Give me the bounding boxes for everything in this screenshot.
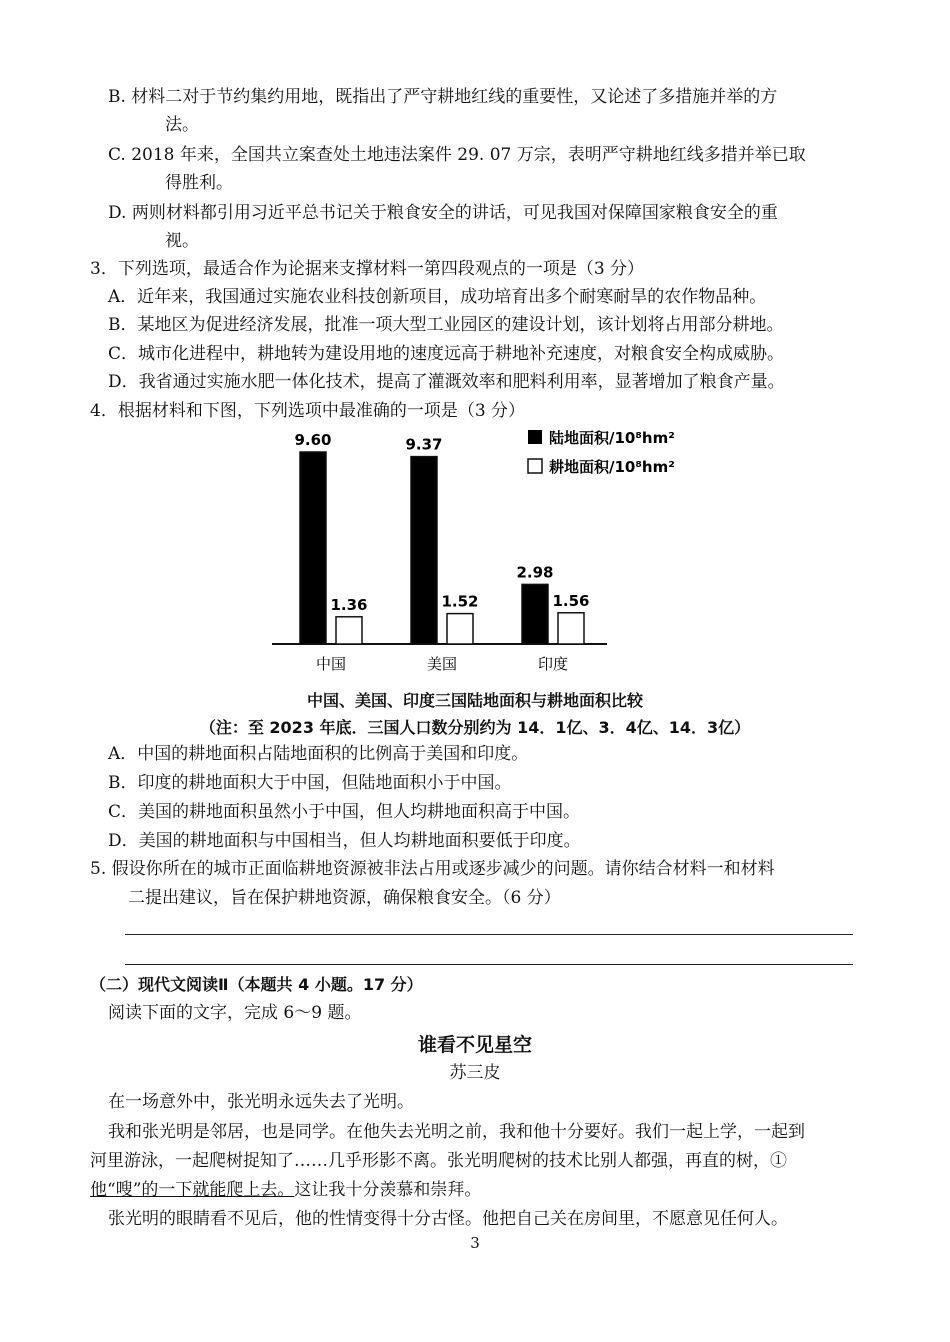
category-label-2: 印度 — [537, 655, 569, 673]
category-label-0: 中国 — [315, 655, 347, 673]
data-label-arable-1: 1.52 — [441, 592, 479, 611]
q3-option-c: C．城市化进程中，耕地转为建设用地的速度远高于耕地补充速度，对粮食安全构成威胁。 — [108, 344, 785, 364]
q5-stem: 5. 假设你所在的城市正面临耕地资源被非法占用或逐步减少的问题。请你结合材料一和材料 — [90, 859, 775, 879]
answer-line — [125, 964, 853, 965]
q4-option-d: D．美国的耕地面积与中国相当，但人均耕地面积要低于印度。 — [108, 831, 581, 851]
legend-label-land: 陆地面积/10⁸hm² — [549, 429, 675, 447]
chart-note: （注：至 2023 年底．三国人口数分别约为 14．1亿、3．4亿、14．3亿） — [199, 718, 751, 737]
q3-option-d: D．我省通过实施水肥一体化技术，提高了灌溉效率和肥料利用率，显著增加了粮食产量。 — [108, 372, 785, 392]
paragraph-cont: 河里游泳，一起爬树捉知了……几乎形影不离。张光明爬树的技术比别人都强，再直的树，① — [90, 1151, 787, 1171]
data-label-land-1: 9.37 — [405, 435, 443, 454]
legend-swatch-land — [528, 430, 542, 444]
data-label-arable-2: 1.56 — [552, 591, 590, 610]
bar-land-2 — [522, 584, 548, 644]
page-number: 3 — [470, 1234, 480, 1252]
paragraph-cont — [90, 1179, 481, 1201]
legend-swatch-arable — [528, 459, 542, 473]
legend — [528, 429, 675, 476]
legend-label-arable: 耕地面积/10⁸hm² — [549, 458, 675, 476]
section-heading: （二）现代文阅读Ⅱ（本题共 4 小题。17 分） — [90, 975, 423, 994]
q2-option-b-cont: 法。 — [165, 115, 199, 135]
article-title: 谁看不见星空 — [417, 1034, 532, 1056]
bar-arable-2 — [558, 613, 584, 644]
bar-arable-0 — [336, 617, 362, 644]
q3-option-a: A．近年来，我国通过实施农业科技创新项目，成功培育出多个耐寒耐旱的农作物品种。 — [108, 287, 767, 307]
q2-option-d-cont: 视。 — [165, 231, 199, 251]
q2-option-c: C. 2018 年来，全国共立案查处土地违法案件 29. 07 万宗，表明严守耕地红线多措并举已取 — [108, 145, 806, 165]
chart-caption: 中国、美国、印度三国陆地面积与耕地面积比较 — [306, 691, 643, 710]
category-label-1: 美国 — [426, 655, 458, 673]
q2-option-d: D. 两则材料都引用习近平总书记关于粮食安全的讲话，可见我国对保障国家粮食安全的重 — [108, 203, 778, 223]
bar-arable-1 — [447, 614, 473, 644]
bar-chart — [0, 420, 950, 680]
bar-land-1 — [411, 457, 437, 644]
q4-option-a: A．中国的耕地面积占陆地面积的比例高于美国和印度。 — [108, 744, 529, 764]
q3-option-b: B．某地区为促进经济发展，批准一项大型工业园区的建设计划，该计划将占用部分耕地。 — [108, 315, 784, 335]
data-label-land-2: 2.98 — [516, 563, 554, 582]
paragraph: 在一场意外中，张光明永远失去了光明。 — [108, 1092, 414, 1112]
q3-stem: 3．下列选项，最适合作为论据来支撑材料一第四段观点的一项是（3 分） — [90, 259, 645, 279]
paragraph: 我和张光明是邻居，也是同学。在他失去光明之前，我和他十分要好。我们一起上学，一起到 — [108, 1122, 805, 1142]
data-label-land-0: 9.60 — [294, 431, 332, 449]
underlined-sentence-1: 他“嗖”的一下就能爬上去。 — [90, 1180, 295, 1200]
section-instruction: 阅读下面的文字，完成 6～9 题。 — [108, 1003, 362, 1023]
sentence: 这让我十分羡慕和崇拜。 — [294, 1180, 482, 1200]
bar-land-0 — [300, 452, 326, 644]
paragraph: 张光明的眼睛看不见后，他的性情变得十分古怪。他把自己关在房间里，不愿意见任何人。 — [108, 1209, 788, 1229]
answer-line — [125, 934, 853, 935]
q5-stem-cont: 二提出建议，旨在保护耕地资源，确保粮食安全。（6 分） — [128, 888, 561, 908]
q2-option-b: B. 材料二对于节约集约用地，既指出了严守耕地红线的重要性，又论述了多措施并举的方 — [108, 87, 778, 107]
q4-option-b: B．印度的耕地面积大于中国，但陆地面积小于中国。 — [108, 773, 512, 793]
q4-stem: 4．根据材料和下图，下列选项中最准确的一项是（3 分） — [90, 401, 526, 421]
q4-option-c: C．美国的耕地面积虽然小于中国，但人均耕地面积高于中国。 — [108, 802, 581, 822]
q2-option-c-cont: 得胜利。 — [165, 173, 233, 193]
article-author: 苏三皮 — [449, 1063, 501, 1083]
data-label-arable-0: 1.36 — [330, 595, 368, 614]
